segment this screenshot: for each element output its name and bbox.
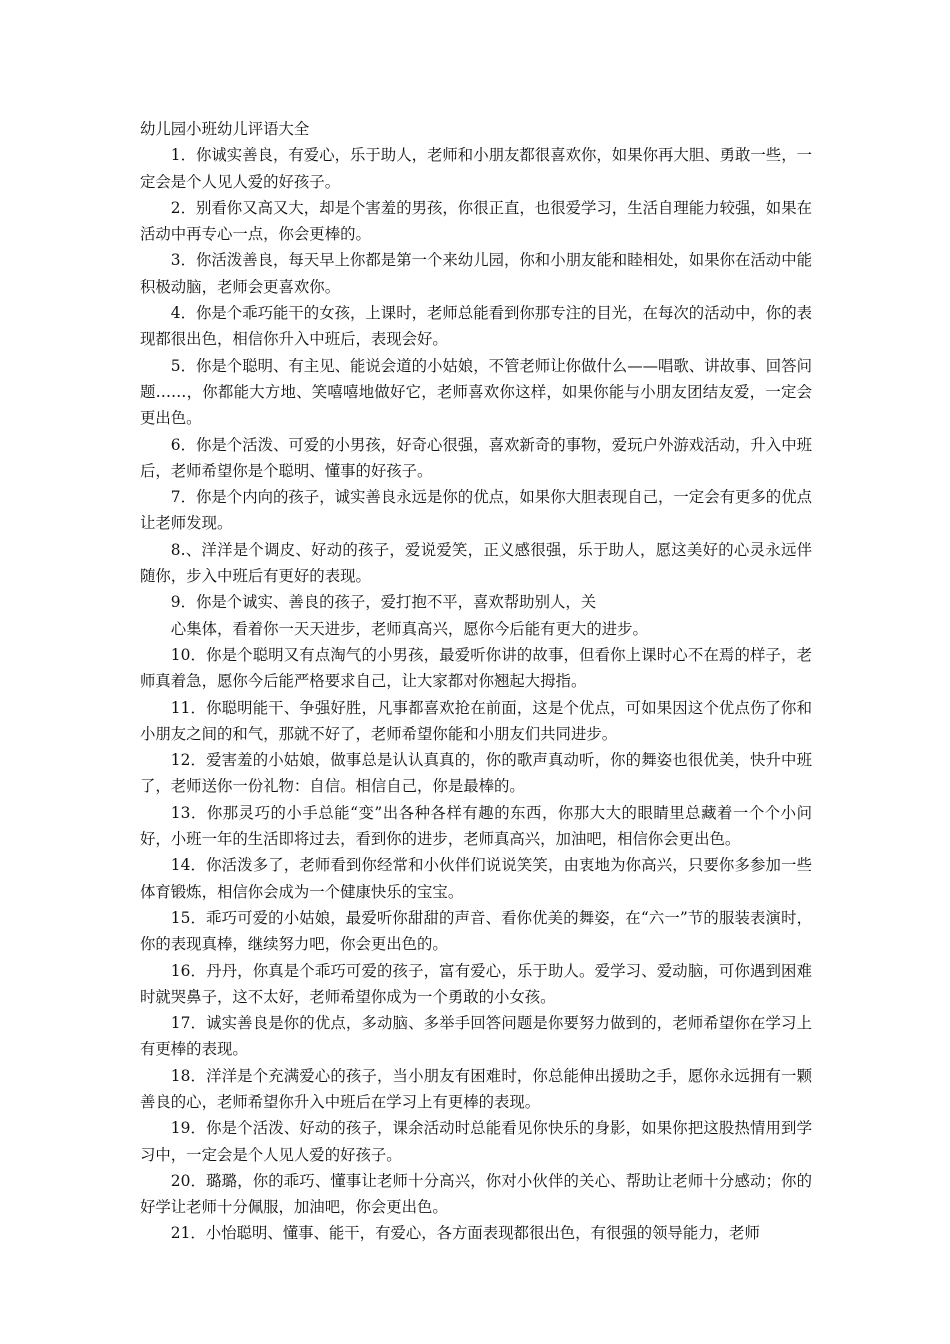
comment-paragraph-4: 4．你是个乖巧能干的女孩，上课时，老师总能看到你那专注的目光，在每次的活动中，你的表现都很出色，相信你升入中班后，表现会好。 <box>140 304 812 349</box>
comment-paragraph-11: 11．你聪明能干、争强好胜，凡事都喜欢抢在前面，这是个优点，可如果因这个优点伤了你和小朋友之间的和气，那就不好了，老师希望你能和小朋友们共同进步。 <box>140 698 812 743</box>
comment-paragraph-14: 14．你活泼多了，老师看到你经常和小伙伴们说说笑笑，由衷地为你高兴，只要你多参加一些体育锻炼，相信你会成为一个健康快乐的宝宝。 <box>140 856 812 901</box>
comment-paragraph-7: 7．你是个内向的孩子，诚实善良永远是你的优点，如果你大胆表现自己，一定会有更多的优点让老师发现。 <box>140 488 812 533</box>
comment-paragraph-15: 15．乖巧可爱的小姑娘，最爱听你甜甜的声音、看你优美的舞姿，在“六一”节的服装表演时，你的表现真棒，继续努力吧，你会更出色的。 <box>140 908 812 954</box>
comment-paragraph-13: 13．你那灵巧的小手总能“变”出各种各样有趣的东西，你那大大的眼睛里总藏着一个个小问好，小班一年的生活即将过去，看到你的进步，老师真高兴，加油吧，相信你会更出色。 <box>140 803 812 849</box>
comment-paragraph-10: 10．你是个聪明又有点淘气的小男孩，最爱听你讲的故事，但看你上课时心不在焉的样子，老师真着急，愿你今后能严格要求自己，让大家都对你翘起大拇指。 <box>140 645 812 691</box>
comment-paragraph-3: 3．你活泼善良，每天早上你都是第一个来幼儿园，你和小朋友能和睦相处，如果你在活动中能积极动脑，老师会更喜欢你。 <box>140 251 812 296</box>
comment-paragraph-21: 21．小怡聪明、懂事、能干，有爱心，各方面表现都很出色，有很强的领导能力，老师 <box>170 1224 760 1243</box>
comment-paragraph-9-continued: 心集体，看着你一天天进步，老师真高兴，愿你今后能有更大的进步。 <box>170 619 648 638</box>
comment-paragraph-8: 8.、洋洋是个调皮、好动的孩子，爱说爱笑，正义感很强，乐于助人，愿这美好的心灵永远伴随你，步入中班后有更好的表现。 <box>140 540 812 586</box>
document-body <box>140 116 812 1247</box>
comment-paragraph-16: 16．丹丹，你真是个乖巧可爱的孩子，富有爱心，乐于助人。爱学习、爱动脑，可你遇到困难时就哭鼻子，这不太好，老师希望你成为一个勇敢的小女孩。 <box>140 961 812 1006</box>
comment-paragraph-20: 20．璐璐，你的乖巧、懂事让老师十分高兴，你对小伙伴的关心、帮助让老师十分感动；你的好学让老师十分佩服，加油吧，你会更出色。 <box>140 1171 812 1217</box>
comment-paragraph-2: 2．别看你又高又大，却是个害羞的男孩，你很正直，也很爱学习，生活自理能力较强，如果在活动中再专心一点，你会更棒的。 <box>140 198 812 244</box>
comment-paragraph-18: 18．洋洋是个充满爱心的孩子，当小朋友有困难时，你总能伸出援助之手，愿你永远拥有一颗善良的心，老师希望你升入中班后在学习上有更棒的表现。 <box>140 1066 812 1111</box>
comment-paragraph-9: 9．你是个诚实、善良的孩子，爱打抱不平，喜欢帮助别人，关 <box>170 593 597 612</box>
document-title: 幼儿园小班幼儿评语大全 <box>140 120 310 138</box>
comment-paragraph-19: 19．你是个活泼、好动的孩子，课余活动时总能看见你快乐的身影，如果你把这股热情用到学习中，一定会是个人见人爱的好孩子。 <box>140 1119 812 1164</box>
comment-paragraph-1: 1．你诚实善良，有爱心，乐于助人，老师和小朋友都很喜欢你，如果你再大胆、勇敢一些，一定会是个人见人爱的好孩子。 <box>140 146 812 191</box>
comment-paragraph-5: 5．你是个聪明、有主见、能说会道的小姑娘，不管老师让你做什么——唱歌、讲故事、回答问题……，你都能大方地、笑嘻嘻地做好它，老师喜欢你这样，如果你能与小朋友团结友爱，一定会更出色。 <box>140 356 812 428</box>
comment-paragraph-6: 6．你是个活泼、可爱的小男孩，好奇心很强，喜欢新奇的事物，爱玩户外游戏活动，升入中班后，老师希望你是个聪明、懂事的好孩子。 <box>140 435 812 480</box>
comment-paragraph-12: 12．爱害羞的小姑娘，做事总是认认真真的，你的歌声真动听，你的舞姿也很优美，快升中班了，老师送你一份礼物：自信。相信自己，你是最棒的。 <box>140 751 812 796</box>
comment-paragraph-17: 17．诚实善良是你的优点，多动脑、多举手回答问题是你要努力做到的，老师希望你在学习上有更棒的表现。 <box>140 1014 812 1059</box>
